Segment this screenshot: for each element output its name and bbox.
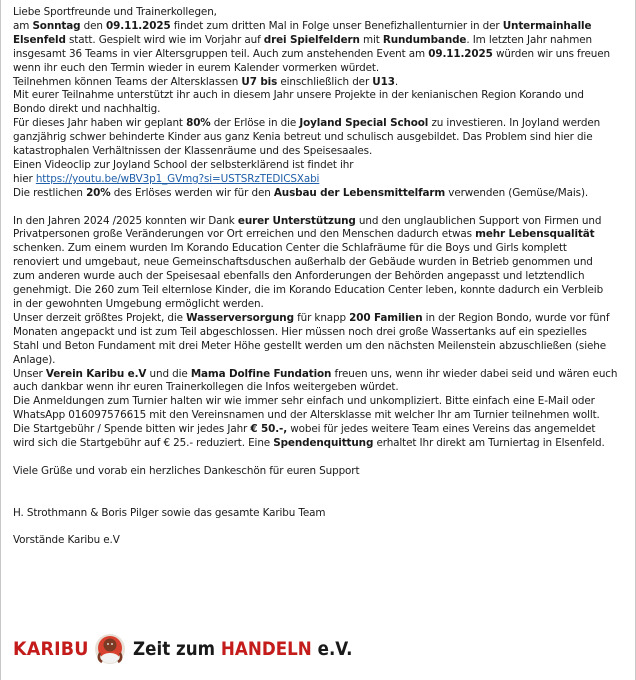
logo-word-karibu: KARIBU [13, 638, 89, 660]
paragraph-fee: Die Startgebühr / Spende bitten wir jedes Jahr € 50.-, wobei für jedes weitere Team eines Vereins das angemeldet wird sich die Startgebühr auf € 25.- reduziert. Eine Spendenquittung erhaltet Ihr direkt am Turniertag in Elsenfeld. [13, 423, 605, 450]
signature-line: H. Strothmann & Boris Pilger sowie das gesamte Karibu Team [13, 506, 326, 519]
paragraph-video: Einen Videoclip zur Joyland School der selbsterklärend ist findet ihr hier https://youtu.be/wBV3p1_GVmg?si=USTSRzTEDICSXabi [13, 158, 354, 185]
greeting: Liebe Sportfreunde und Trainerkollegen, [13, 6, 217, 18]
paragraph-joyland: Für dieses Jahr haben wir geplant 80% der Erlöse in die Joyland Special School zu investieren. In Joyland werden ganzjährig schwer behinderte Kinder aus ganz Kenia betreut und schulisch ausgebildet. Das Problem sind hier die katastrophalen Verhältnissen der Klassenräume und des Speisesaales. [13, 117, 601, 158]
paragraph-age-groups: Teilnehmen können Teams der Altersklassen U7 bis einschließlich der U13. [13, 75, 399, 88]
paragraph-registration: Die Anmeldungen zum Turnier halten wir wie immer sehr einfach und unkompliziert. Bitte einfach eine E-Mail oder WhatsApp 016097576615 mit den Vereinsnamen und der Altersklasse mit welcher Ihr am Turnier teilnehmen wollt. [13, 395, 600, 422]
karibu-logo [13, 629, 383, 669]
paragraph-water-project: Unser derzeit größtes Projekt, die Wasserversorgung für knapp 200 Familien in der Region Bondo, wurde vor fünf Monaten angepackt und ist zum Teil abgeschlossen. Hier müssen noch drei große Wassertanks auf ein spezielles Stahl und Beton Fundament mit drei Meter Höhe gestellt werden um den nächsten Meilenstein abzuschließen (siehe Anlage). [13, 311, 610, 366]
karibu-mascot-icon [93, 631, 127, 667]
video-link[interactable]: https://youtu.be/wBV3p1_GVmg?si=USTSRzTEDICSXabi [35, 172, 320, 185]
board-line: Vorstände Karibu e.V [13, 534, 120, 547]
paragraph-event: am Sonntag den 09.11.2025 findet zum dritten Mal in Folge unser Benefizhallenturnier in der Untermainhalle Elsenfeld statt. Gespielt wird wie im Vorjahr auf drei Spielfeldern mit Rundumbande. Im letzten Jahr nahmen insgesamt 36 Teams in vier Altersgruppen teil. Auch zum anstehenden Event am 09.11.2025 würden wir uns freuen wenn ihr euch den Termin wieder in eurem Kalender vormerken würdet. [13, 19, 610, 74]
paragraph-achievements: In den Jahren 2024 /2025 konnten wir Dank eurer Unterstützung und den unglaublichen Support von Firmen und Privatpersonen große Veränderungen vor Ort erreichen und den Menschen dadurch etwas mehr Lebensqualität schenken. Zum einem wurden Im Korando Education Center die Schlafräume für die Boys und Girls komplett renoviert und umgebaut, neue Gemeinschaftsduschen außerhalb der Gebäude wurden in Betrieb genommen und zum anderen wurde auch der Speisesaal ebenfalls den Anforderungen der Behörden angepasst und letztendlich genehmigt. Die 260 zum Teil elternlose Kinder, die im Korando Education Center leben, konnte dadurch ein Verbleib in der gewohnten Umgebung ermöglicht werden. [13, 214, 604, 311]
paragraph-organizers: Unser Verein Karibu e.V und die Mama Dolfine Fundation freuen uns, wenn ihr wieder dabei seid und wären euch auch dankbar wenn ihr euren Trainerkollegen die Infos weitergeben würdet. [13, 367, 618, 394]
letter-body [13, 6, 629, 548]
paragraph-farm: Die restlichen 20% des Erlöses werden wir für den Ausbau der Lebensmittelfarm verwenden (Gemüse/Mais). [13, 186, 589, 199]
logo-tagline: Zeit zum HANDELN e.V. [133, 638, 353, 660]
paragraph-support: Mit eurer Teilnahme unterstützt ihr auch in diesem Jahr unsere Projekte in der kenianischen Region Korando und Bondo direkt und nachhaltig. [13, 89, 584, 116]
closing-line: Viele Grüße und vorab ein herzliches Dankeschön für euren Support [13, 464, 360, 477]
